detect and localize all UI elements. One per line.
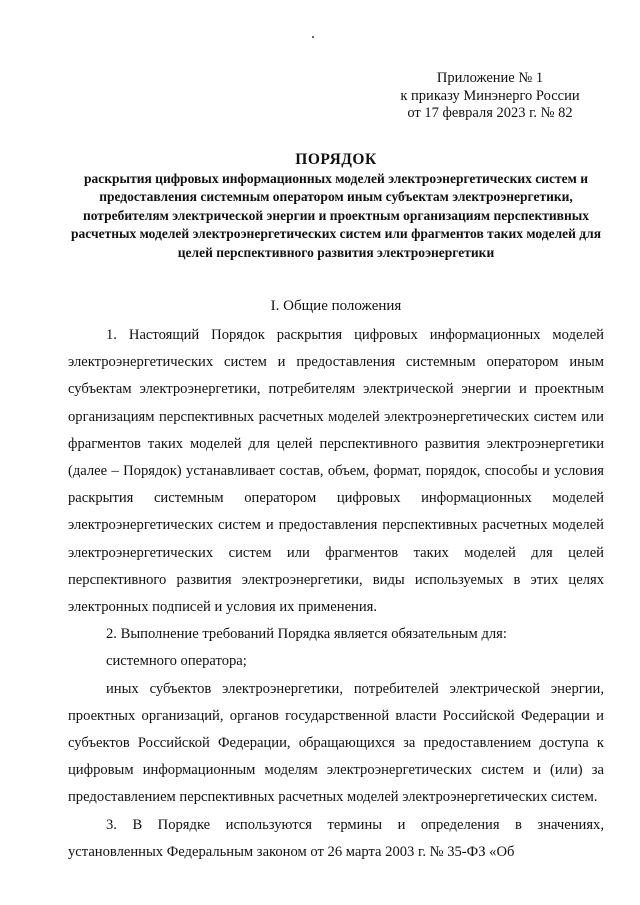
appendix-number: Приложение № 1 — [436, 70, 544, 86]
paragraph-2: 2. Выполнение требований Порядка является обязательным для: — [106, 626, 507, 643]
scan-speck — [312, 36, 314, 38]
appendix-order-date: от 17 февраля 2023 г. № 82 — [407, 105, 573, 121]
document-body — [68, 322, 604, 866]
document-subtitle: раскрытия цифровых информационных моделей электроэнергетических систем и предоставления системным оператором иным субъектам электроэнергетики, потребителям электрической энергии и проектным организациям перспективных расчетных моделей электроэнергетических систем или фрагментов таких моделей для целей перспективного развития электроэнергетики — [70, 171, 601, 260]
section-heading: I. Общие положения — [270, 298, 402, 314]
appendix-header — [390, 70, 590, 123]
paragraph-3: системного оператора; — [106, 653, 247, 670]
paragraph-1: 1. Настоящий Порядок раскрытия цифровых информационных моделей электроэнергетических систем и предоставления системным оператором иным субъектам электроэнергетики, потребителям электрической энергии и проектным организациям перспективных расчетных моделей электроэнергетических систем или фрагментов таких моделей для целей перспективного развития электроэнергетики (далее – Порядок) устанавливает состав, объем, формат, порядок, способы и условия раскрытия системным оператором цифровых информационных моделей электроэнергетических систем и предоставления перспективных расчетных моделей электроэнергетических систем или фрагментов таких моделей для целей перспективного развития электроэнергетики, виды используемых в этих целях электронных подписей и условия их применения. — [68, 327, 604, 616]
appendix-order-ref: к приказу Минэнерго России — [400, 87, 580, 104]
paragraph-5: 3. В Порядке используются термины и определения в значениях, установленных Федеральным законом от 26 марта 2003 г. № 35-ФЗ «Об — [68, 816, 604, 860]
document-title: ПОРЯДОК — [295, 151, 377, 168]
document-title-block — [68, 150, 604, 262]
paragraph-4: иных субъектов электроэнергетики, потребителей электрической энергии, проектных организаций, органов государственной власти Российской Федерации и субъектов Российской Федерации, обращающихся за предоставлением доступа к цифровым информационным моделям электроэнергетических систем и (или) за предоставлением перспективных расчетных моделей электроэнергетических систем. — [68, 680, 604, 806]
